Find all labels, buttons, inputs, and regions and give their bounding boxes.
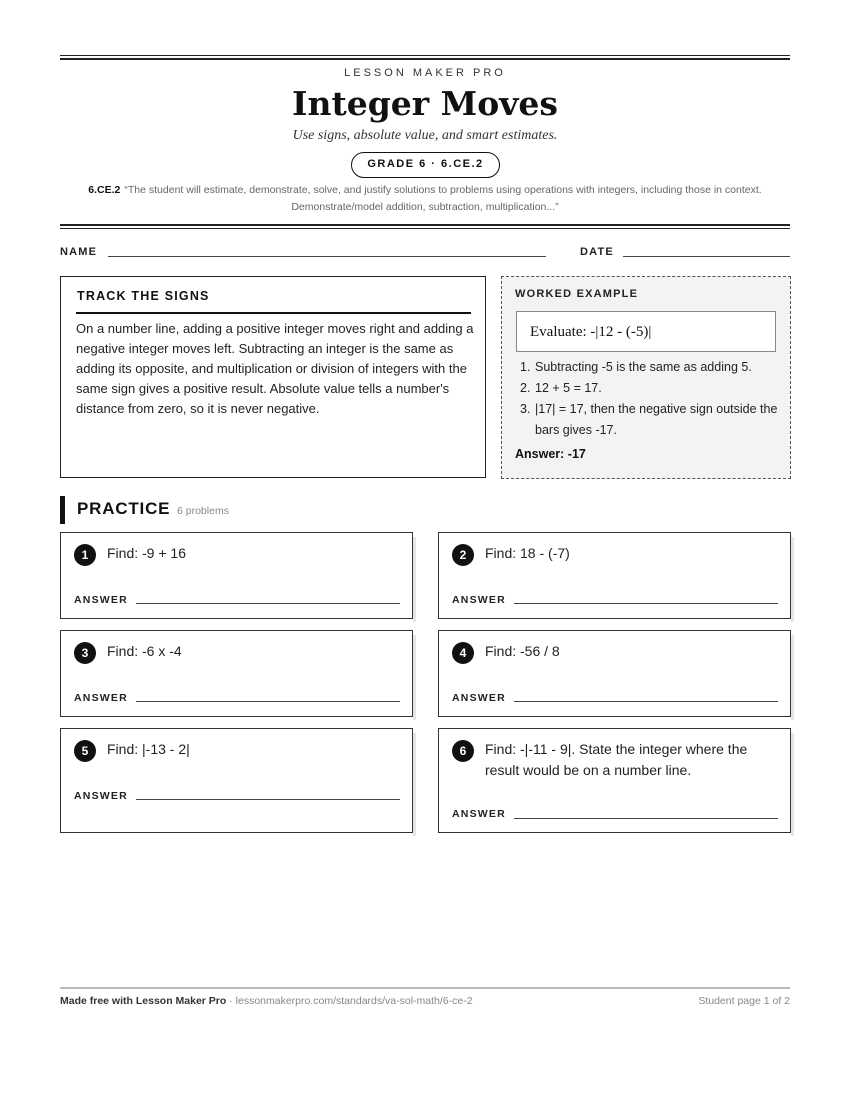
problem-text: Find: -9 + 16 bbox=[107, 545, 186, 561]
answer-label: ANSWER bbox=[452, 808, 506, 820]
name-label: NAME bbox=[60, 246, 98, 258]
header-bottom-rule-thick bbox=[60, 224, 790, 226]
header-top-rule-thick bbox=[60, 58, 790, 60]
worked-example-title: WORKED EXAMPLE bbox=[515, 288, 639, 300]
answer-label: ANSWER bbox=[452, 594, 506, 606]
brand-name: LESSON MAKER PRO bbox=[344, 67, 506, 79]
grade-badge: GRADE 6 · 6.CE.2 bbox=[351, 152, 500, 178]
problem-card-1 bbox=[60, 532, 413, 619]
worked-example-step bbox=[520, 378, 782, 399]
practice-title: PRACTICE bbox=[77, 499, 171, 518]
footer-rule bbox=[60, 987, 790, 989]
answer-label: ANSWER bbox=[74, 790, 128, 802]
problem-card-4 bbox=[438, 630, 791, 717]
problem-number-badge: 6 bbox=[452, 740, 474, 762]
problem-number-badge: 2 bbox=[452, 544, 474, 566]
header-bottom-rule bbox=[60, 228, 790, 229]
footer-page-number: Student page 1 of 2 bbox=[698, 995, 790, 1007]
page-subtitle: Use signs, absolute value, and smart estimates. bbox=[292, 128, 558, 143]
answer-label: ANSWER bbox=[74, 594, 128, 606]
practice-accent-bar bbox=[60, 496, 65, 524]
answer-field[interactable] bbox=[514, 603, 778, 604]
answer-field[interactable] bbox=[136, 701, 400, 702]
step-text: 12 + 5 = 17. bbox=[535, 381, 602, 395]
track-signs-body: On a number line, adding a positive integer moves right and adding a negative integer moves left. Subtracting an integer is the same as adding its opposite, and multiplication or division of integers with the same sign gives a positive result. Absolute value tells a number's distance from zero, so it is never negative. bbox=[76, 321, 474, 416]
step-text: Subtracting -5 is the same as adding 5. bbox=[535, 360, 752, 374]
answer-field[interactable] bbox=[136, 603, 400, 604]
footer-url: · lessonmakerpro.com/standards/va-sol-math/6-ce-2 bbox=[226, 995, 473, 1007]
step-number: 1. bbox=[520, 360, 531, 374]
answer-label: ANSWER bbox=[452, 692, 506, 704]
answer-field[interactable] bbox=[136, 799, 400, 800]
problem-text: Find: -56 / 8 bbox=[485, 643, 560, 659]
standard-code: 6.CE.2 bbox=[88, 184, 121, 196]
footer-credit bbox=[60, 995, 473, 1007]
standard-text: “The student will estimate, demonstrate, solve, and justify solutions to problems using operations with integers, including those in context. Demonstrate/model addition, subtraction, multiplication...” bbox=[124, 184, 762, 213]
name-field[interactable] bbox=[108, 256, 546, 257]
worked-example-answer: Answer: -17 bbox=[515, 447, 586, 461]
problem-text: Find: |-13 - 2| bbox=[107, 741, 190, 757]
step-text: |17| = 17, then the negative sign outside the bars gives -17. bbox=[535, 402, 778, 437]
header-top-rule bbox=[60, 55, 790, 56]
problem-text: Find: -6 x -4 bbox=[107, 643, 182, 659]
answer-field[interactable] bbox=[514, 701, 778, 702]
problem-card-2 bbox=[438, 532, 791, 619]
worked-example-step bbox=[520, 357, 782, 378]
date-field[interactable] bbox=[623, 256, 790, 257]
step-number: 2. bbox=[520, 381, 531, 395]
worked-example-steps bbox=[520, 357, 782, 441]
problem-text: Find: -|-11 - 9|. State the integer where the result would be on a number line. bbox=[485, 741, 748, 778]
track-signs-title: TRACK THE SIGNS bbox=[77, 289, 210, 303]
problem-card-5 bbox=[60, 728, 413, 833]
practice-count: 6 problems bbox=[177, 505, 229, 517]
answer-field[interactable] bbox=[514, 818, 778, 819]
problem-card-6 bbox=[438, 728, 791, 833]
worked-example-expression: Evaluate: -|12 - (-5)| bbox=[516, 311, 776, 352]
page-title: Integer Moves bbox=[292, 84, 558, 123]
problem-number-badge: 4 bbox=[452, 642, 474, 664]
worked-example-step bbox=[520, 399, 782, 441]
problem-number-badge: 5 bbox=[74, 740, 96, 762]
footer-made-with: Made free with Lesson Maker Pro bbox=[60, 995, 227, 1007]
problem-text: Find: 18 - (-7) bbox=[485, 545, 570, 561]
standard-description bbox=[75, 182, 775, 216]
answer-label: ANSWER bbox=[74, 692, 128, 704]
problem-number-badge: 1 bbox=[74, 544, 96, 566]
track-signs-rule bbox=[76, 312, 471, 314]
problem-number-badge: 3 bbox=[74, 642, 96, 664]
date-label: DATE bbox=[580, 246, 614, 258]
step-number: 3. bbox=[520, 402, 531, 416]
problem-card-3 bbox=[60, 630, 413, 717]
